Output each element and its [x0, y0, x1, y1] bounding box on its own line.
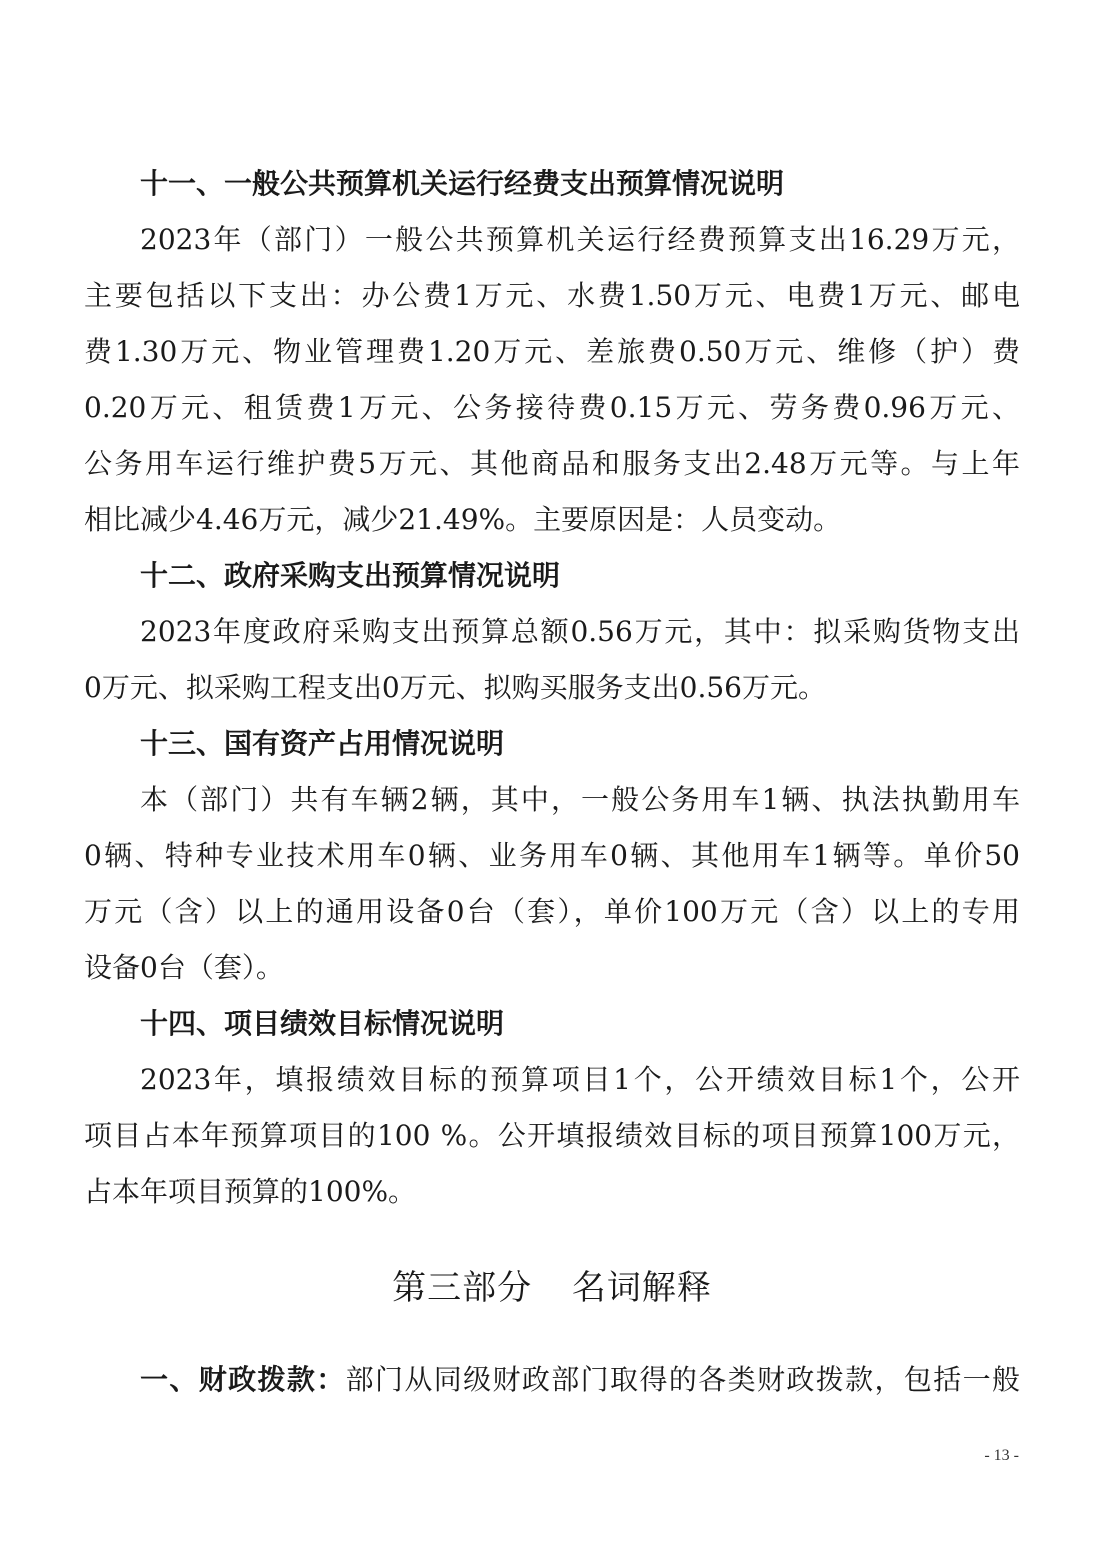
section-13	[84, 716, 1020, 996]
section-paragraph	[84, 604, 1020, 716]
section-12	[84, 548, 1020, 716]
paragraph-line: 0万元、拟采购工程支出0万元、拟购买服务支出0.56万元。	[84, 671, 826, 704]
paragraph-line: 设备0台（套）。	[84, 951, 284, 984]
section-heading: 十三、国有资产占用情况说明	[140, 727, 505, 760]
section-heading: 十二、政府采购支出预算情况说明	[140, 559, 561, 592]
paragraph-line: 相比减少4.46万元，减少21.49%。主要原因是：人员变动。	[84, 503, 842, 536]
section-paragraph	[84, 772, 1020, 996]
term-label: 一、财政拨款：	[140, 1363, 346, 1396]
section-11	[84, 156, 1020, 548]
paragraph-line: 0.20万元、租赁费1万元、公务接待费0.15万元、劳务费0.96万元、	[84, 391, 1020, 424]
paragraph-line: 主要包括以下支出：办公费1万元、水费1.50万元、电费1万元、邮电	[84, 279, 1020, 312]
paragraph-line: 费1.30万元、物业管理费1.20万元、差旅费0.50万元、维修（护）费	[84, 335, 1020, 368]
paragraph-line: 2023年（部门）一般公共预算机关运行经费预算支出16.29万元，	[140, 223, 1020, 256]
paragraph-line: 占本年项目预算的100%。	[84, 1175, 417, 1208]
term-definition	[84, 1352, 1020, 1408]
page-content	[84, 156, 1020, 1408]
section-heading: 十四、项目绩效目标情况说明	[140, 1007, 505, 1040]
section-14	[84, 996, 1020, 1220]
paragraph-line: 2023年，填报绩效目标的预算项目1个，公开绩效目标1个，公开	[140, 1063, 1020, 1096]
part-title: 第三部分 名词解释	[392, 1268, 712, 1308]
paragraph-line: 万元（含）以上的通用设备0台（套），单价100万元（含）以上的专用	[84, 895, 1020, 928]
page-number: - 13 -	[984, 1447, 1019, 1464]
paragraph-line: 项目占本年预算项目的100 %。公开填报绩效目标的项目预算100万元，	[84, 1119, 1020, 1152]
term-text: 部门从同级财政部门取得的各类财政拨款，包括一般	[345, 1363, 1020, 1396]
section-paragraph	[84, 212, 1020, 548]
section-heading: 十一、一般公共预算机关运行经费支出预算情况说明	[140, 167, 785, 200]
section-paragraph	[84, 1052, 1020, 1220]
paragraph-line: 2023年度政府采购支出预算总额0.56万元，其中：拟采购货物支出	[140, 615, 1020, 648]
paragraph-line: 0辆、特种专业技术用车0辆、业务用车0辆、其他用车1辆等。单价50	[84, 839, 1020, 872]
paragraph-line: 本（部门）共有车辆2辆，其中，一般公务用车1辆、执法执勤用车	[140, 783, 1020, 816]
paragraph-line: 公务用车运行维护费5万元、其他商品和服务支出2.48万元等。与上年	[84, 447, 1020, 480]
